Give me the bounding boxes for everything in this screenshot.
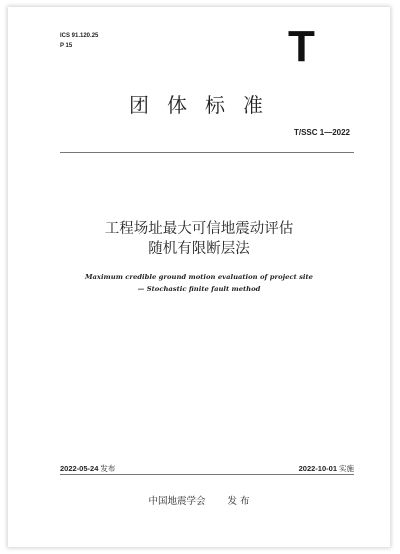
standard-type-heading: 团体标准 — [129, 93, 281, 117]
standard-cover-page — [8, 7, 390, 547]
chinese-title — [8, 219, 390, 259]
english-title — [8, 271, 390, 295]
publisher-name: 中国地震学会 — [148, 496, 206, 507]
ics-code: ICS 91.120.25 — [60, 33, 99, 39]
chinese-title-line-1: 工程场址最大可信地震动评估 — [104, 221, 294, 237]
publisher-label: 发 布 — [227, 496, 250, 507]
classification-codes — [60, 31, 98, 51]
issue-label: 发布 — [100, 464, 116, 473]
ccs-code: P 15 — [60, 43, 73, 49]
chinese-title-line-2: 随机有限断层法 — [148, 241, 250, 257]
standard-number: T/SSC 1—2022 — [293, 128, 350, 137]
implementation-date: 2022-10-01 — [298, 464, 337, 473]
implementation-date-block — [299, 463, 354, 474]
implementation-label: 实施 — [339, 464, 354, 473]
publisher-line — [8, 493, 390, 507]
issue-date: 2022-05-24 — [60, 464, 99, 473]
bottom-divider — [60, 474, 354, 475]
standard-category-letter: T — [288, 22, 315, 71]
english-title-line-2: — Stochastic finite fault method — [137, 285, 261, 293]
issue-date-block — [60, 463, 115, 474]
english-title-line-1: Maximum credible ground motion evaluation of project site — [85, 273, 313, 281]
top-divider — [60, 152, 354, 153]
